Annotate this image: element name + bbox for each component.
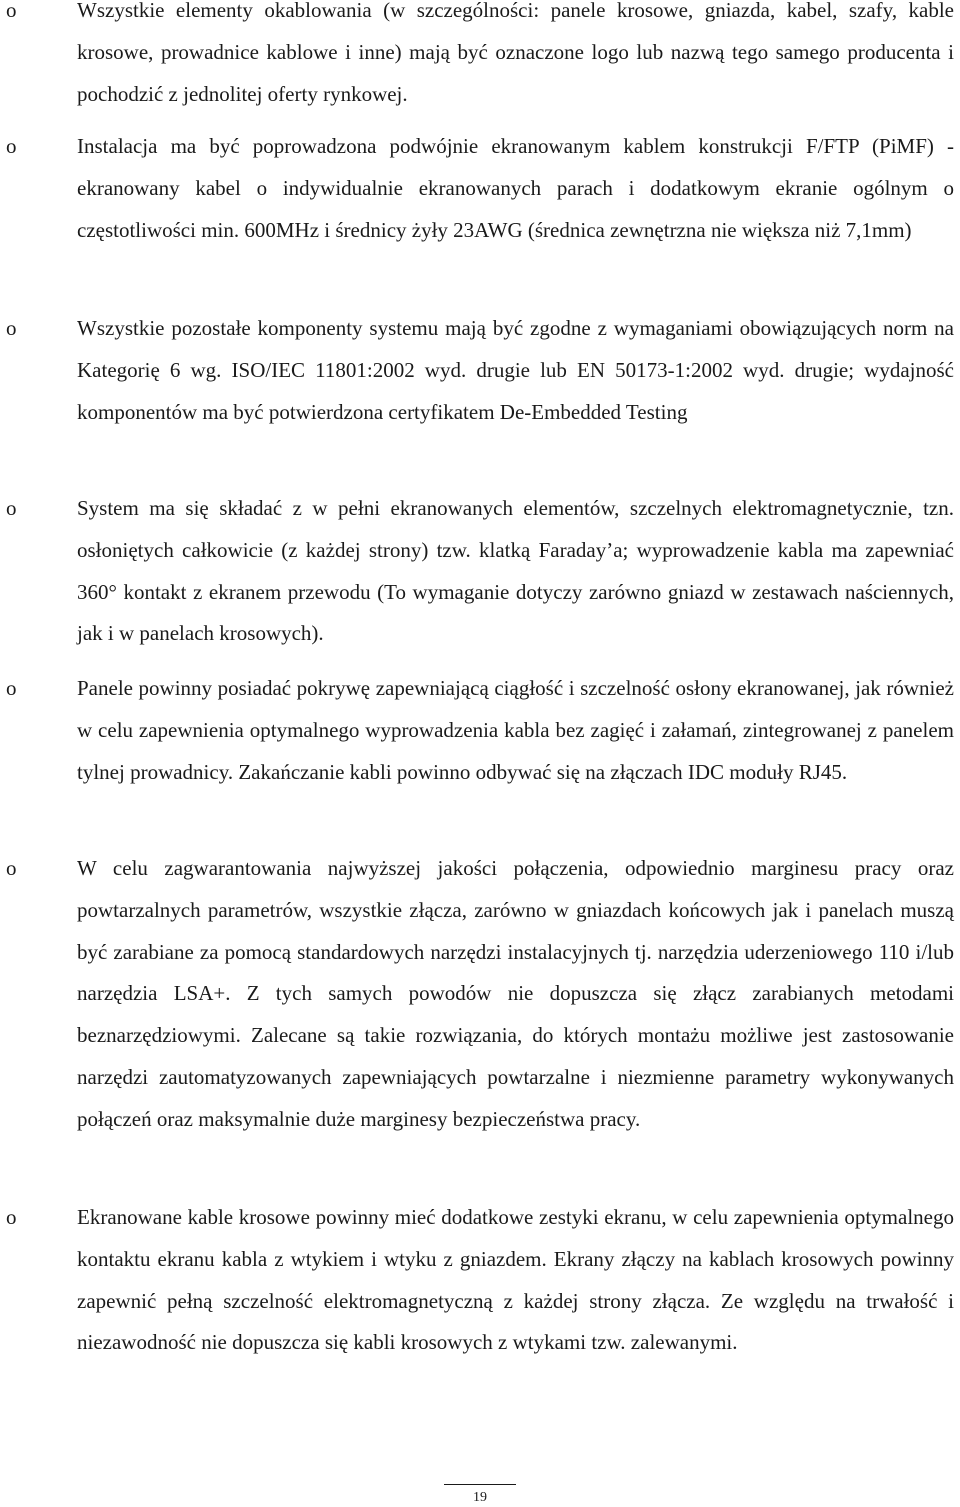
bullet-marker: o bbox=[6, 0, 17, 22]
bullet-marker: o bbox=[6, 1205, 17, 1229]
list-item-text: Panele powinny posiadać pokrywę zapewniającą ciągłość i szczelność osłony ekranowanej, jak również w celu zapewnienia optymalnego wyprowadzenia kabla bez zagięć i załamań, zintegrowanej z panelem tylnej prowadnicy. Zakańczanie kabli powinno odbywać się na złączach IDC moduły RJ45. bbox=[77, 676, 954, 784]
bullet-marker: o bbox=[6, 856, 17, 880]
bullet-marker: o bbox=[6, 496, 17, 520]
list-item-text: Wszystkie elementy okablowania (w szczególności: panele krosowe, gniazda, kabel, szafy, kable krosowe, prowadnice kablowe i inne) mają być oznaczone logo lub nazwą tego samego producenta i pochodzić z jednolitej oferty rynkowej. bbox=[77, 0, 954, 106]
list-item-text: Ekranowane kable krosowe powinny mieć dodatkowe zestyki ekranu, w celu zapewnienia optymalnego kontaktu ekranu kabla z wtykiem i wtyku z gniazdem. Ekrany złączy na kablach krosowych powinny zapewnić pełną szczelność elektromagnetyczną z każdej strony złącza. Ze względu na trwałość i niezawodność nie dopuszcza się kabli krosowych z wtykami tzw. zalewanymi. bbox=[77, 1205, 954, 1355]
bullet-marker: o bbox=[6, 134, 17, 158]
list-item-text: Instalacja ma być poprowadzona podwójnie ekranowanym kablem konstrukcji F/FTP (PiMF) - ekranowany kabel o indywidualnie ekranowanych parach i dodatkowym ekranie ogólnym o częstotliwości min. 600MHz i średnicy żyły 23AWG (średnica zewnętrzna nie większa niż 7,1mm) bbox=[77, 134, 954, 242]
list-item-text: System ma się składać z w pełni ekranowanych elementów, szczelnych elektromagnetycznie, tzn. osłoniętych całkowicie (z każdej strony) tzw. klatką Faraday’a; wyprowadzenie kabla ma zapewniać 360° kontakt z ekranem przewodu (To wymaganie dotyczy zarówno gniazd w zestawach naściennych, jak i w panelach krosowych). bbox=[77, 496, 954, 646]
list-item-text: W celu zagwarantowania najwyższej jakości połączenia, odpowiednio marginesu pracy oraz powtarzalnych parametrów, wszystkie złącza, zarówno w gniazdach końcowych jak i panelach muszą być zarabiane za pomocą standardowych narzędzi instalacyjnych tj. narzędzia uderzeniowego 110 i/lub narzędzia LSA+. Z tych samych powodów nie dopuszcza się złącz zarabianych metodami beznarzędziowymi. Zalecane są takie rozwiązania, do których montażu możliwe jest zastosowanie narzędzi zautomatyzowanych zapewniających powtarzalne i niezmienne parametry wykonywanych połączeń oraz maksymalnie duże marginesy bezpieczeństwa pracy. bbox=[77, 856, 954, 1131]
page-number: 19 bbox=[473, 1490, 487, 1505]
bullet-marker: o bbox=[6, 676, 17, 700]
list-item-text: Wszystkie pozostałe komponenty systemu mają być zgodne z wymaganiami obowiązujących norm na Kategorię 6 wg. ISO/IEC 11801:2002 wyd. drugie lub EN 50173-1:2002 wyd. drugie; wydajność komponentów ma być potwierdzona certyfikatem De-Embedded Testing bbox=[77, 316, 954, 424]
bullet-marker: o bbox=[6, 316, 17, 340]
footer-divider bbox=[444, 1484, 516, 1485]
